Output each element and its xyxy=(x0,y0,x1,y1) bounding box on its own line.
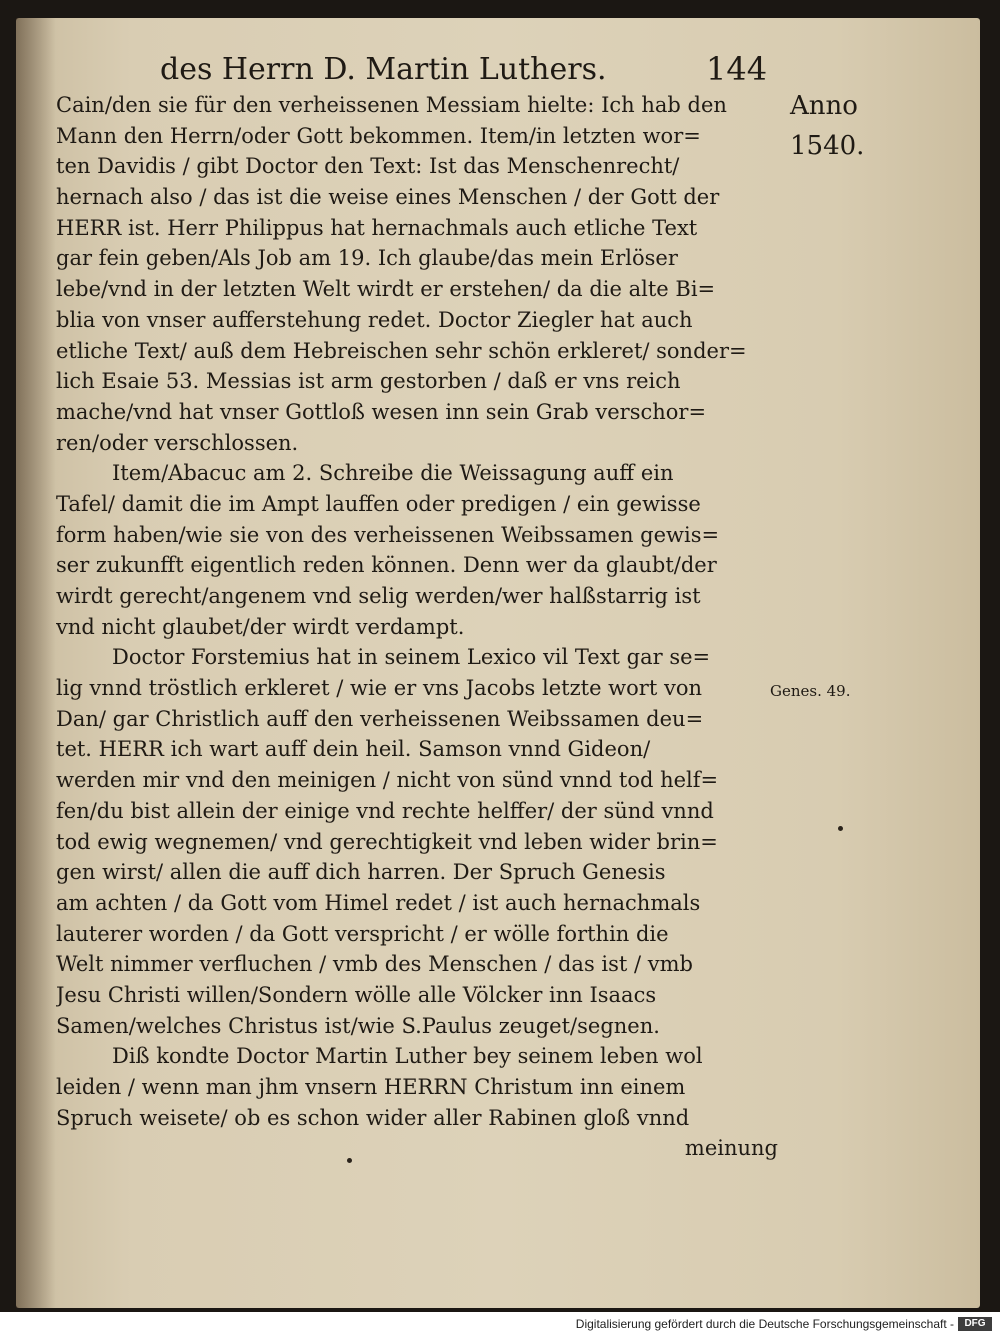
text-line: werden mir vnd den meinigen / nicht von sünd vnnd tod helf= xyxy=(56,768,719,793)
body-text xyxy=(56,90,786,1170)
text-line: Samen/welches Christus ist/wie S.Paulus zeuget/segnen. xyxy=(56,1013,660,1038)
text-line: tet. HERR ich wart auff dein heil. Samson vnnd Gideon/ xyxy=(56,737,651,762)
digitization-footer xyxy=(0,1312,1000,1337)
text-line: am achten / da Gott vom Himel redet / ist auch hernachmals xyxy=(56,890,701,915)
paragraph-start-line: Diß kondte Doctor Martin Luther bey seinem leben wol xyxy=(112,1044,703,1069)
text-line: ren/oder verschlossen. xyxy=(56,430,299,455)
text-line: gar fein geben/Als Job am 19. Ich glaube/das mein Erlöser xyxy=(56,246,678,271)
text-line: form haben/wie sie von des verheissenen Weibssamen gewis= xyxy=(56,522,720,547)
text-line: Dan/ gar Christlich auff den verheissenen Weibssamen deu= xyxy=(56,706,704,731)
paragraph-start-line: Doctor Forstemius hat in seinem Lexico vil Text gar se= xyxy=(112,645,711,670)
text-line: vnd nicht glaubet/der wirdt verdampt. xyxy=(56,614,465,639)
text-line: Welt nimmer verfluchen / vmb des Menschen / das ist / vmb xyxy=(56,952,693,977)
running-head: des Herrn D. Martin Luthers. xyxy=(160,52,607,87)
text-line: Spruch weisete/ ob es schon wider aller Rabinen gloß vnnd xyxy=(56,1105,690,1130)
margin-note-year-number: 1540. xyxy=(790,131,865,161)
text-line: Mann den Herrn/oder Gott bekommen. Item/in letzten wor= xyxy=(56,123,701,148)
text-line: blia von vnser aufferstehung redet. Doctor Ziegler hat auch xyxy=(56,307,693,332)
margin-note-year xyxy=(790,86,864,166)
dfg-logo: DFG xyxy=(958,1317,992,1331)
text-line: HERR ist. Herr Philippus hat hernachmals auch etliche Text xyxy=(56,215,698,240)
catchword: meinung xyxy=(684,1136,778,1161)
text-line: Tafel/ damit die im Ampt lauffen oder predigen / ein gewisse xyxy=(56,491,701,516)
text-line: gen wirst/ allen die auff dich harren. Der Spruch Genesis xyxy=(56,860,666,885)
text-line: etliche Text/ auß dem Hebreischen sehr schön erkleret/ sonder= xyxy=(56,338,747,363)
text-line: lebe/vnd in der letzten Welt wirdt er erstehen/ da die alte Bi= xyxy=(56,277,716,302)
ink-speck xyxy=(838,826,843,831)
paragraph-start-line: Item/Abacuc am 2. Schreibe die Weissagung auff ein xyxy=(112,461,674,486)
footer-credit-text: Digitalisierung gefördert durch die Deutsche Forschungsgemeinschaft - xyxy=(575,1317,954,1331)
ink-speck xyxy=(347,1158,352,1163)
text-line: tod ewig wegnemen/ vnd gerechtigkeit vnd leben wider brin= xyxy=(56,829,718,854)
text-line: fen/du bist allein der einige vnd rechte helffer/ der sünd vnnd xyxy=(56,798,714,823)
text-line: wirdt gerecht/angenem vnd selig werden/wer halßstarrig ist xyxy=(56,584,701,608)
text-line: Cain/den sie für den verheissenen Messiam hielte: Ich hab den xyxy=(56,93,727,117)
text-line: hernach also / das ist die weise eines Menschen / der Gott der xyxy=(56,185,720,210)
text-line: ten Davidis / gibt Doctor den Text: Ist das Menschenrecht/ xyxy=(56,154,680,179)
folio-number: 144 xyxy=(706,50,768,88)
text-line: leiden / wenn man jhm vnsern HERRN Christum inn einem xyxy=(56,1075,686,1099)
margin-note-reference: Genes. 49. xyxy=(770,682,851,700)
margin-note-anno: Anno xyxy=(790,91,858,121)
text-line: mache/vnd hat vnser Gottloß wesen inn sein Grab verschor= xyxy=(56,399,707,424)
gutter-shadow xyxy=(16,18,56,1308)
text-line: lig vnnd tröstlich erkleret / wie er vns Jacobs letzte wort von xyxy=(56,676,702,701)
text-line: ser zukunfft eigentlich reden können. Denn wer da glaubt/der xyxy=(56,553,717,578)
text-line: lauterer worden / da Gott verspricht / er wölle forthin die xyxy=(56,921,669,946)
text-line: lich Esaie 53. Messias ist arm gestorben / daß er vns reich xyxy=(56,369,681,394)
text-line: Jesu Christi willen/Sondern wölle alle Völcker inn Isaacs xyxy=(56,982,657,1007)
